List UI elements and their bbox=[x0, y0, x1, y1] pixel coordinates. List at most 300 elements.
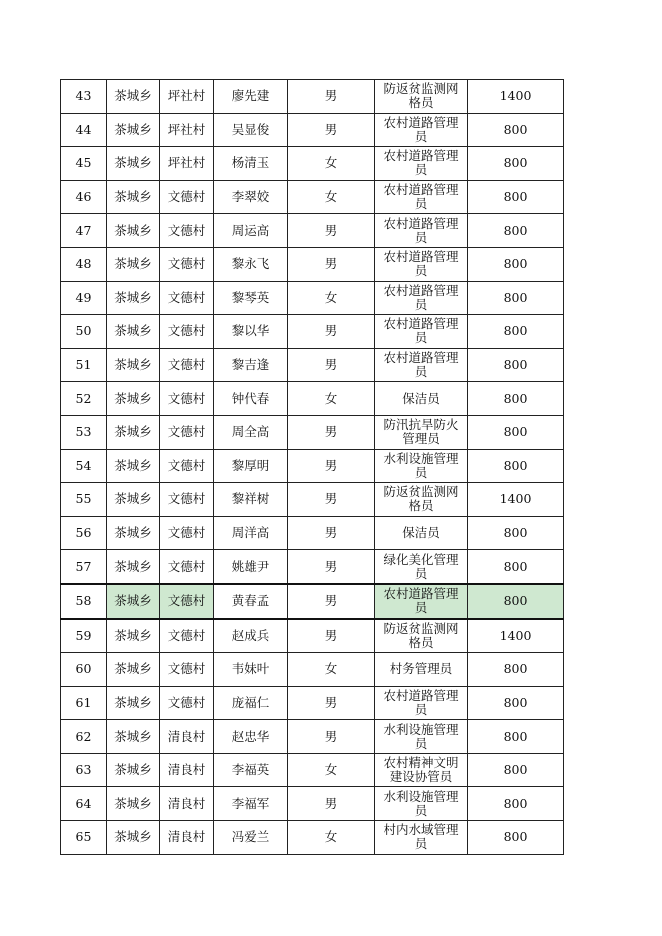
village-cell-text: 清良村 bbox=[167, 728, 206, 744]
post-cell-text: 农村精神文明建设协管员 bbox=[383, 755, 459, 785]
post-cell-text: 农村道路管理员 bbox=[383, 148, 459, 178]
gender-cell[interactable] bbox=[288, 382, 375, 416]
town-cell-text: 茶城乡 bbox=[114, 627, 152, 643]
post-cell[interactable] bbox=[375, 147, 468, 181]
row-number-cell-text: 57 bbox=[75, 558, 92, 574]
post-cell[interactable] bbox=[375, 315, 468, 349]
row-number-cell-text: 58 bbox=[75, 593, 92, 609]
gender-cell-text: 男 bbox=[324, 627, 338, 643]
row-number-cell-text: 60 bbox=[75, 661, 92, 677]
gender-cell[interactable] bbox=[288, 113, 375, 147]
row-number-cell[interactable] bbox=[61, 281, 107, 315]
table-row[interactable] bbox=[61, 686, 564, 720]
post-cell-text: 水利设施管理员 bbox=[383, 450, 459, 480]
name-cell-text: 周运高 bbox=[231, 222, 270, 238]
row-number-cell[interactable] bbox=[61, 315, 107, 349]
amount-cell-text: 800 bbox=[503, 762, 528, 778]
town-cell[interactable] bbox=[107, 214, 160, 248]
row-number-cell[interactable] bbox=[61, 382, 107, 416]
village-cell-text: 文德村 bbox=[167, 256, 206, 272]
village-cell[interactable] bbox=[160, 787, 214, 821]
village-cell[interactable] bbox=[160, 415, 214, 449]
amount-cell[interactable] bbox=[468, 382, 564, 416]
name-cell-text: 赵忠华 bbox=[231, 728, 270, 744]
table-row[interactable] bbox=[61, 483, 564, 517]
amount-cell[interactable] bbox=[468, 113, 564, 147]
post-cell[interactable] bbox=[375, 348, 468, 382]
gender-cell[interactable] bbox=[288, 821, 375, 855]
village-cell[interactable] bbox=[160, 348, 214, 382]
table-row[interactable] bbox=[61, 653, 564, 687]
town-cell-text: 茶城乡 bbox=[114, 424, 152, 440]
post-cell[interactable] bbox=[375, 180, 468, 214]
table-row[interactable] bbox=[61, 281, 564, 315]
row-number-cell[interactable] bbox=[61, 821, 107, 855]
post-cell[interactable] bbox=[375, 415, 468, 449]
amount-cell[interactable] bbox=[468, 147, 564, 181]
gender-cell[interactable] bbox=[288, 281, 375, 315]
name-cell[interactable] bbox=[214, 516, 288, 550]
post-cell[interactable] bbox=[375, 80, 468, 114]
amount-cell[interactable] bbox=[468, 214, 564, 248]
amount-cell[interactable] bbox=[468, 180, 564, 214]
post-cell[interactable] bbox=[375, 821, 468, 855]
post-cell-text: 村内水域管理员 bbox=[383, 822, 459, 852]
name-cell[interactable] bbox=[214, 147, 288, 181]
name-cell[interactable] bbox=[214, 686, 288, 720]
row-number-cell[interactable] bbox=[61, 147, 107, 181]
town-cell[interactable] bbox=[107, 584, 160, 619]
table-row[interactable] bbox=[61, 214, 564, 248]
amount-cell[interactable] bbox=[468, 281, 564, 315]
gender-cell-text: 男 bbox=[324, 357, 338, 373]
row-number-cell[interactable] bbox=[61, 247, 107, 281]
amount-cell[interactable] bbox=[468, 348, 564, 382]
gender-cell[interactable] bbox=[288, 787, 375, 821]
village-cell[interactable] bbox=[160, 516, 214, 550]
name-cell[interactable] bbox=[214, 214, 288, 248]
amount-cell-text: 800 bbox=[503, 256, 528, 272]
name-cell[interactable] bbox=[214, 449, 288, 483]
gender-cell[interactable] bbox=[288, 247, 375, 281]
gender-cell[interactable] bbox=[288, 449, 375, 483]
post-cell[interactable] bbox=[375, 550, 468, 584]
town-cell-text: 茶城乡 bbox=[114, 289, 152, 305]
name-cell-text: 李福军 bbox=[231, 795, 270, 811]
post-cell-text: 农村道路管理员 bbox=[383, 350, 459, 380]
table-row[interactable] bbox=[61, 348, 564, 382]
gender-cell[interactable] bbox=[288, 516, 375, 550]
village-cell-text: 文德村 bbox=[167, 222, 206, 238]
name-cell-text: 黎祥树 bbox=[231, 491, 270, 507]
village-cell[interactable] bbox=[160, 720, 214, 754]
gender-cell-text: 女 bbox=[324, 155, 338, 171]
row-number-cell[interactable] bbox=[61, 449, 107, 483]
amount-cell-text: 800 bbox=[503, 558, 528, 574]
town-cell-text: 茶城乡 bbox=[114, 558, 152, 574]
row-number-cell[interactable] bbox=[61, 619, 107, 653]
name-cell-text: 周全高 bbox=[231, 424, 270, 440]
gender-cell-text: 女 bbox=[324, 189, 338, 205]
post-cell-text: 农村道路管理员 bbox=[383, 114, 459, 144]
village-cell-text: 文德村 bbox=[167, 189, 206, 205]
post-cell[interactable] bbox=[375, 720, 468, 754]
name-cell-text: 钟代春 bbox=[231, 390, 270, 406]
village-cell[interactable] bbox=[160, 214, 214, 248]
post-cell[interactable] bbox=[375, 247, 468, 281]
post-cell-text: 绿化美化管理员 bbox=[383, 551, 459, 581]
town-cell[interactable] bbox=[107, 686, 160, 720]
village-cell-text: 文德村 bbox=[167, 558, 206, 574]
gender-cell[interactable] bbox=[288, 315, 375, 349]
row-number-cell-text: 46 bbox=[75, 189, 92, 205]
row-number-cell[interactable] bbox=[61, 415, 107, 449]
amount-cell-text: 800 bbox=[503, 155, 528, 171]
town-cell[interactable] bbox=[107, 821, 160, 855]
amount-cell-text: 800 bbox=[503, 661, 528, 677]
amount-cell[interactable] bbox=[468, 821, 564, 855]
table-row[interactable] bbox=[61, 753, 564, 787]
village-cell[interactable] bbox=[160, 147, 214, 181]
village-cell[interactable] bbox=[160, 382, 214, 416]
amount-cell[interactable] bbox=[468, 753, 564, 787]
town-cell-text: 茶城乡 bbox=[114, 694, 152, 710]
village-cell[interactable] bbox=[160, 686, 214, 720]
gender-cell[interactable] bbox=[288, 80, 375, 114]
post-cell[interactable] bbox=[375, 516, 468, 550]
town-cell-text: 茶城乡 bbox=[114, 256, 152, 272]
roster-table bbox=[60, 79, 564, 855]
amount-cell-text: 800 bbox=[503, 728, 528, 744]
post-cell[interactable] bbox=[375, 113, 468, 147]
town-cell[interactable] bbox=[107, 247, 160, 281]
gender-cell[interactable] bbox=[288, 483, 375, 517]
name-cell[interactable] bbox=[214, 584, 288, 619]
name-cell-text: 黄春孟 bbox=[231, 593, 270, 609]
post-cell[interactable] bbox=[375, 214, 468, 248]
village-cell-text: 文德村 bbox=[167, 627, 206, 643]
row-number-cell[interactable] bbox=[61, 214, 107, 248]
amount-cell[interactable] bbox=[468, 415, 564, 449]
row-number-cell-text: 47 bbox=[75, 222, 92, 238]
amount-cell[interactable] bbox=[468, 483, 564, 517]
town-cell[interactable] bbox=[107, 787, 160, 821]
village-cell[interactable] bbox=[160, 619, 214, 653]
name-cell[interactable] bbox=[214, 415, 288, 449]
amount-cell[interactable] bbox=[468, 449, 564, 483]
name-cell-text: 冯爱兰 bbox=[231, 829, 270, 845]
gender-cell[interactable] bbox=[288, 180, 375, 214]
town-cell-text: 茶城乡 bbox=[114, 795, 152, 811]
village-cell[interactable] bbox=[160, 753, 214, 787]
name-cell[interactable] bbox=[214, 619, 288, 653]
village-cell[interactable] bbox=[160, 180, 214, 214]
amount-cell-text: 800 bbox=[503, 357, 528, 373]
post-cell[interactable] bbox=[375, 619, 468, 653]
town-cell[interactable] bbox=[107, 147, 160, 181]
village-cell[interactable] bbox=[160, 653, 214, 687]
amount-cell[interactable] bbox=[468, 720, 564, 754]
town-cell[interactable] bbox=[107, 483, 160, 517]
table-row[interactable] bbox=[61, 415, 564, 449]
amount-cell[interactable] bbox=[468, 80, 564, 114]
row-number-cell-text: 43 bbox=[75, 88, 92, 104]
amount-cell[interactable] bbox=[468, 619, 564, 653]
town-cell[interactable] bbox=[107, 180, 160, 214]
row-number-cell-text: 56 bbox=[75, 525, 92, 541]
post-cell-text: 农村道路管理员 bbox=[383, 586, 459, 616]
row-number-cell[interactable] bbox=[61, 550, 107, 584]
gender-cell[interactable] bbox=[288, 653, 375, 687]
amount-cell-text: 800 bbox=[503, 424, 528, 440]
name-cell[interactable] bbox=[214, 348, 288, 382]
gender-cell-text: 男 bbox=[324, 491, 338, 507]
table-row[interactable] bbox=[61, 516, 564, 550]
row-number-cell-text: 59 bbox=[75, 627, 92, 643]
town-cell[interactable] bbox=[107, 720, 160, 754]
post-cell[interactable] bbox=[375, 686, 468, 720]
row-number-cell-text: 55 bbox=[75, 491, 92, 507]
gender-cell-text: 男 bbox=[324, 256, 338, 272]
amount-cell-text: 800 bbox=[503, 795, 528, 811]
village-cell[interactable] bbox=[160, 584, 214, 619]
gender-cell[interactable] bbox=[288, 348, 375, 382]
town-cell[interactable] bbox=[107, 550, 160, 584]
name-cell-text: 李翠姣 bbox=[231, 189, 270, 205]
table-row[interactable] bbox=[61, 113, 564, 147]
amount-cell-text: 800 bbox=[503, 457, 528, 473]
post-cell[interactable] bbox=[375, 449, 468, 483]
post-cell-text: 农村道路管理员 bbox=[383, 215, 459, 245]
row-number-cell[interactable] bbox=[61, 787, 107, 821]
table-row[interactable] bbox=[61, 315, 564, 349]
post-cell[interactable] bbox=[375, 787, 468, 821]
table-row[interactable] bbox=[61, 147, 564, 181]
table-row[interactable] bbox=[61, 720, 564, 754]
village-cell-text: 清良村 bbox=[167, 795, 206, 811]
village-cell[interactable] bbox=[160, 449, 214, 483]
row-number-cell[interactable] bbox=[61, 686, 107, 720]
name-cell[interactable] bbox=[214, 80, 288, 114]
name-cell-text: 黎永飞 bbox=[231, 256, 270, 272]
name-cell[interactable] bbox=[214, 113, 288, 147]
gender-cell[interactable] bbox=[288, 584, 375, 619]
amount-cell-text: 1400 bbox=[499, 627, 532, 643]
amount-cell[interactable] bbox=[468, 584, 564, 619]
amount-cell[interactable] bbox=[468, 550, 564, 584]
post-cell-text: 农村道路管理员 bbox=[383, 316, 459, 346]
town-cell[interactable] bbox=[107, 80, 160, 114]
town-cell[interactable] bbox=[107, 653, 160, 687]
row-number-cell[interactable] bbox=[61, 113, 107, 147]
post-cell[interactable] bbox=[375, 653, 468, 687]
name-cell-text: 黎吉逢 bbox=[231, 357, 270, 373]
town-cell-text: 茶城乡 bbox=[114, 491, 152, 507]
amount-cell-text: 800 bbox=[503, 222, 528, 238]
name-cell[interactable] bbox=[214, 247, 288, 281]
name-cell-text: 黎琴英 bbox=[231, 289, 270, 305]
row-number-cell[interactable] bbox=[61, 720, 107, 754]
village-cell-text: 清良村 bbox=[167, 762, 206, 778]
table-row[interactable] bbox=[61, 787, 564, 821]
row-number-cell-text: 44 bbox=[75, 121, 92, 137]
gender-cell[interactable] bbox=[288, 753, 375, 787]
gender-cell[interactable] bbox=[288, 686, 375, 720]
village-cell[interactable] bbox=[160, 247, 214, 281]
gender-cell-text: 男 bbox=[324, 121, 338, 137]
gender-cell[interactable] bbox=[288, 619, 375, 653]
post-cell[interactable] bbox=[375, 483, 468, 517]
village-cell-text: 文德村 bbox=[167, 424, 206, 440]
table-row[interactable] bbox=[61, 619, 564, 653]
name-cell[interactable] bbox=[214, 821, 288, 855]
town-cell-text: 茶城乡 bbox=[114, 390, 152, 406]
town-cell[interactable] bbox=[107, 315, 160, 349]
town-cell-text: 茶城乡 bbox=[114, 829, 152, 845]
village-cell-text: 文德村 bbox=[167, 694, 206, 710]
gender-cell-text: 男 bbox=[324, 424, 338, 440]
town-cell[interactable] bbox=[107, 415, 160, 449]
post-cell-text: 水利设施管理员 bbox=[383, 788, 459, 818]
town-cell[interactable] bbox=[107, 382, 160, 416]
post-cell-text: 农村道路管理员 bbox=[383, 687, 459, 717]
amount-cell-text: 800 bbox=[503, 289, 528, 305]
table-row[interactable] bbox=[61, 449, 564, 483]
village-cell[interactable] bbox=[160, 80, 214, 114]
name-cell-text: 赵成兵 bbox=[231, 627, 270, 643]
village-cell-text: 文德村 bbox=[167, 661, 206, 677]
amount-cell-text: 1400 bbox=[499, 88, 532, 104]
village-cell[interactable] bbox=[160, 113, 214, 147]
village-cell[interactable] bbox=[160, 550, 214, 584]
amount-cell[interactable] bbox=[468, 686, 564, 720]
post-cell[interactable] bbox=[375, 753, 468, 787]
row-number-cell-text: 48 bbox=[75, 256, 92, 272]
town-cell[interactable] bbox=[107, 753, 160, 787]
table-row[interactable] bbox=[61, 550, 564, 584]
town-cell-text: 茶城乡 bbox=[114, 323, 152, 339]
gender-cell[interactable] bbox=[288, 550, 375, 584]
post-cell[interactable] bbox=[375, 281, 468, 315]
row-number-cell[interactable] bbox=[61, 653, 107, 687]
post-cell-text: 保洁员 bbox=[402, 390, 440, 406]
amount-cell-text: 800 bbox=[503, 829, 528, 845]
row-number-cell[interactable] bbox=[61, 516, 107, 550]
amount-cell[interactable] bbox=[468, 247, 564, 281]
row-number-cell-text: 51 bbox=[75, 357, 92, 373]
post-cell[interactable] bbox=[375, 382, 468, 416]
name-cell[interactable] bbox=[214, 550, 288, 584]
table-row[interactable] bbox=[61, 584, 564, 619]
table-row[interactable] bbox=[61, 821, 564, 855]
row-number-cell[interactable] bbox=[61, 584, 107, 619]
row-number-cell-text: 61 bbox=[75, 694, 92, 710]
row-number-cell-text: 63 bbox=[75, 762, 92, 778]
village-cell[interactable] bbox=[160, 483, 214, 517]
village-cell-text: 文德村 bbox=[167, 323, 206, 339]
name-cell[interactable] bbox=[214, 787, 288, 821]
name-cell[interactable] bbox=[214, 753, 288, 787]
amount-cell-text: 1400 bbox=[499, 491, 532, 507]
village-cell-text: 清良村 bbox=[167, 829, 206, 845]
row-number-cell[interactable] bbox=[61, 753, 107, 787]
town-cell[interactable] bbox=[107, 516, 160, 550]
village-cell-text: 坪社村 bbox=[167, 155, 206, 171]
gender-cell[interactable] bbox=[288, 147, 375, 181]
row-number-cell[interactable] bbox=[61, 483, 107, 517]
post-cell-text: 农村道路管理员 bbox=[383, 282, 459, 312]
village-cell[interactable] bbox=[160, 315, 214, 349]
amount-cell[interactable] bbox=[468, 653, 564, 687]
village-cell[interactable] bbox=[160, 821, 214, 855]
gender-cell-text: 男 bbox=[324, 222, 338, 238]
name-cell[interactable] bbox=[214, 180, 288, 214]
gender-cell[interactable] bbox=[288, 720, 375, 754]
town-cell-text: 茶城乡 bbox=[114, 357, 152, 373]
gender-cell-text: 男 bbox=[324, 525, 338, 541]
village-cell[interactable] bbox=[160, 281, 214, 315]
row-number-cell-text: 53 bbox=[75, 424, 92, 440]
town-cell[interactable] bbox=[107, 619, 160, 653]
row-number-cell[interactable] bbox=[61, 180, 107, 214]
post-cell[interactable] bbox=[375, 584, 468, 619]
amount-cell-text: 800 bbox=[503, 694, 528, 710]
name-cell[interactable] bbox=[214, 281, 288, 315]
amount-cell[interactable] bbox=[468, 787, 564, 821]
post-cell-text: 防返贫监测网格员 bbox=[383, 81, 459, 111]
gender-cell-text: 女 bbox=[324, 829, 338, 845]
post-cell-text: 防汛抗旱防火管理员 bbox=[383, 417, 459, 447]
post-cell-text: 村务管理员 bbox=[389, 661, 453, 677]
name-cell[interactable] bbox=[214, 382, 288, 416]
town-cell[interactable] bbox=[107, 113, 160, 147]
name-cell[interactable] bbox=[214, 315, 288, 349]
table-row[interactable] bbox=[61, 80, 564, 114]
row-number-cell-text: 62 bbox=[75, 728, 92, 744]
table-row[interactable] bbox=[61, 247, 564, 281]
table-row[interactable] bbox=[61, 382, 564, 416]
gender-cell[interactable] bbox=[288, 214, 375, 248]
roster-body bbox=[61, 80, 564, 855]
table-row[interactable] bbox=[61, 180, 564, 214]
row-number-cell-text: 45 bbox=[75, 155, 92, 171]
name-cell[interactable] bbox=[214, 483, 288, 517]
gender-cell-text: 男 bbox=[324, 593, 338, 609]
gender-cell-text: 男 bbox=[324, 88, 338, 104]
row-number-cell-text: 64 bbox=[75, 795, 92, 811]
town-cell[interactable] bbox=[107, 348, 160, 382]
village-cell-text: 文德村 bbox=[167, 457, 206, 473]
gender-cell[interactable] bbox=[288, 415, 375, 449]
town-cell[interactable] bbox=[107, 281, 160, 315]
town-cell-text: 茶城乡 bbox=[114, 661, 152, 677]
gender-cell-text: 女 bbox=[324, 289, 338, 305]
village-cell-text: 坪社村 bbox=[167, 88, 206, 104]
post-cell-text: 水利设施管理员 bbox=[383, 721, 459, 751]
gender-cell-text: 男 bbox=[324, 457, 338, 473]
amount-cell[interactable] bbox=[468, 516, 564, 550]
name-cell-text: 杨清玉 bbox=[231, 155, 270, 171]
name-cell[interactable] bbox=[214, 720, 288, 754]
town-cell[interactable] bbox=[107, 449, 160, 483]
row-number-cell[interactable] bbox=[61, 348, 107, 382]
row-number-cell[interactable] bbox=[61, 80, 107, 114]
post-cell-text: 防返贫监测网格员 bbox=[383, 620, 459, 650]
row-number-cell-text: 52 bbox=[75, 390, 92, 406]
amount-cell[interactable] bbox=[468, 315, 564, 349]
name-cell[interactable] bbox=[214, 653, 288, 687]
town-cell-text: 茶城乡 bbox=[114, 155, 152, 171]
